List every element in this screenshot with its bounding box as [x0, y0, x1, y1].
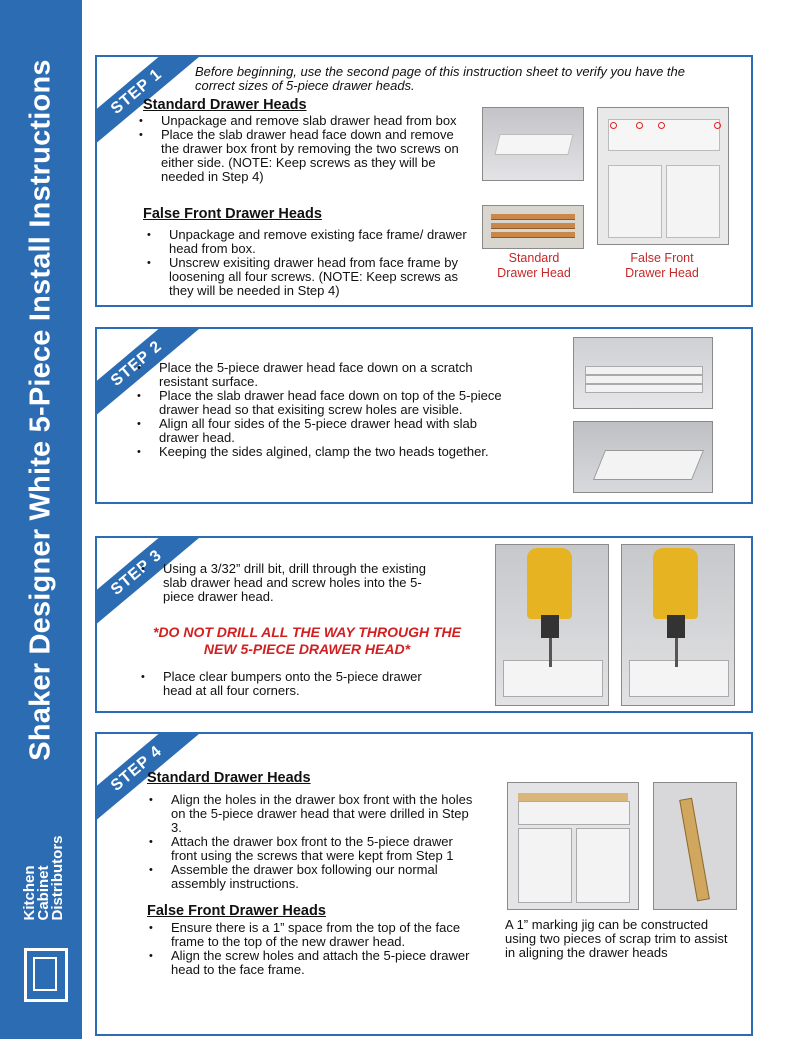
sidebar: [0, 0, 82, 1039]
drilling-photo-2: [621, 544, 735, 706]
step-4-label: STEP 4: [95, 732, 199, 824]
step-3-list-a: [141, 562, 441, 604]
step-1-standard-heading: Standard Drawer Heads: [143, 97, 307, 113]
list-item: • Place the slab drawer head face down and remove the drawer box front by removing the two screws on either side. (NOTE: Keep screws as they will be needed in Step 4): [139, 128, 473, 184]
drilling-photo-1: [495, 544, 609, 706]
step-2-label: STEP 2: [95, 327, 199, 419]
list-item: • Unpackage and remove existing face frame/ drawer head from box.: [147, 228, 473, 256]
step-4-false-front-list: [149, 921, 479, 977]
step-3-label: STEP 3: [95, 536, 199, 628]
list-item: • Using a 3/32” drill bit, drill through the existing slab drawer head and screw holes into the 5-piece drawer head.: [141, 562, 441, 604]
step-1-false-front-list: [147, 228, 473, 298]
step-3-list-b: [141, 670, 441, 698]
logo-line-2: Cabinet: [35, 865, 52, 921]
slab-drawer-head-photo: [482, 107, 584, 181]
list-item: • Align all four sides of the 5-piece drawer head with slab drawer head.: [137, 417, 517, 445]
step-1-intro: Before beginning, use the second page of this instruction sheet to verify you have the correct sizes of 5-piece drawer heads.: [195, 64, 685, 93]
step-4-false-front-heading: False Front Drawer Heads: [147, 903, 326, 919]
step-4-panel: [95, 732, 753, 1036]
list-item: • Ensure there is a 1” space from the top of the face frame to the top of the new drawer head.: [149, 921, 479, 949]
logo-line-3: Distributors: [49, 835, 66, 921]
stacked-drawer-heads-photo: [573, 337, 713, 409]
logo-text: [23, 835, 65, 920]
list-item: • Unpackage and remove slab drawer head from box: [139, 114, 473, 128]
step-1-standard-list: [139, 114, 473, 184]
logo-cabinet-icon: [24, 948, 68, 1002]
list-item: • Unscrew exisiting drawer head from face frame by loosening all four screws. (NOTE: Keep screws as they will be needed in Step 4): [147, 256, 473, 298]
false-front-drawer-head-caption: False Front Drawer Head: [625, 251, 699, 280]
step-2-list: [137, 361, 517, 459]
logo-line-1: Kitchen: [21, 865, 38, 921]
document-title: Shaker Designer White 5-Piece Install Instructions: [24, 59, 57, 761]
list-item: • Place clear bumpers onto the 5-piece drawer head at all four corners.: [141, 670, 441, 698]
marking-jig-caption: A 1” marking jig can be constructed using two pieces of scrap trim to assist in aligning the drawer heads: [505, 917, 728, 960]
list-item: • Assemble the drawer box following our normal assembly instructions.: [149, 863, 479, 891]
false-front-cabinet-photo: [597, 107, 729, 245]
step-1-label: STEP 1: [95, 55, 199, 147]
list-item: • Align the screw holes and attach the 5-piece drawer head to the face frame.: [149, 949, 479, 977]
marking-jig-photo: [653, 782, 737, 910]
step-3-panel: [95, 536, 753, 713]
standard-drawer-head-caption: Standard Drawer Head: [497, 251, 571, 280]
list-item: • Place the slab drawer head face down on top of the 5-piece drawer head so that exisiting screw holes are visible.: [137, 389, 517, 417]
step-1-false-front-heading: False Front Drawer Heads: [143, 206, 322, 222]
cabinet-with-jig-photo: [507, 782, 639, 910]
slab-on-table-photo: [573, 421, 713, 493]
step-2-panel: [95, 327, 753, 504]
list-item: • Keeping the sides algined, clamp the two heads together.: [137, 445, 517, 459]
drawer-box-front-photo: [482, 205, 584, 249]
list-item: • Place the 5-piece drawer head face down on a scratch resistant surface.: [137, 361, 517, 389]
step-4-standard-list: [149, 793, 479, 891]
step-4-standard-heading: Standard Drawer Heads: [147, 770, 311, 786]
company-logo: [18, 820, 70, 1020]
list-item: • Attach the drawer box front to the 5-piece drawer front using the screws that were kept from Step 1: [149, 835, 479, 863]
list-item: • Align the holes in the drawer box front with the holes on the 5-piece drawer head that were drilled in Step 3.: [149, 793, 479, 835]
drill-warning: *DO NOT DRILL ALL THE WAY THROUGH THE NEW 5-PIECE DRAWER HEAD*: [153, 624, 461, 657]
step-1-panel: [95, 55, 753, 307]
